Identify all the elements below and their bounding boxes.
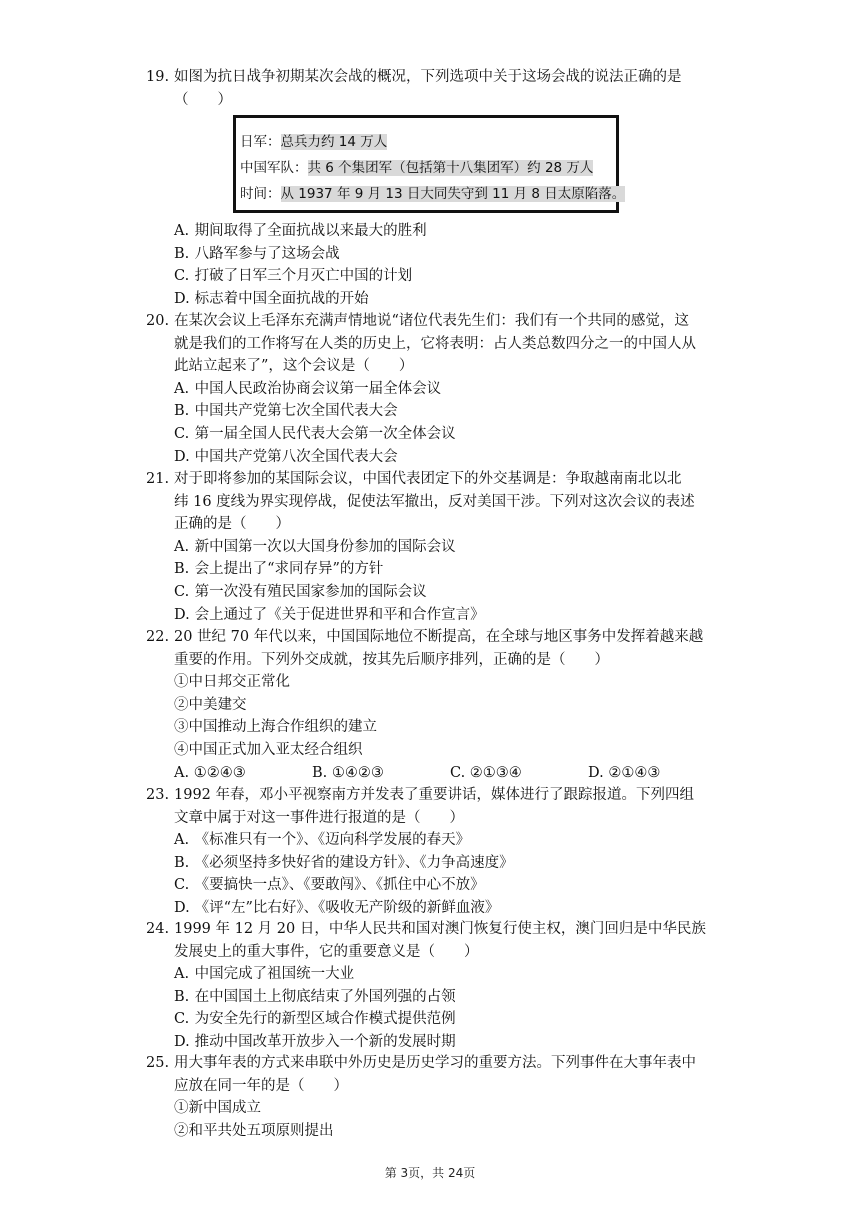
question-number: 19. (146, 69, 170, 85)
question-number: 21. (146, 471, 170, 487)
battle-info-figure (233, 115, 626, 213)
option-a: A. 中国完成了祖国统一大业 (174, 966, 355, 983)
figure-text: 共 6 个集团军（包括第十八集团军）约 28 万人 (307, 160, 594, 176)
question-number: 22. (146, 629, 170, 645)
option-d: D. 会上通过了《关于促进世界和平和合作宣言》 (174, 606, 485, 623)
option-c: C. 《要搞快一点》、《要敢闯》、《抓住中心不放》 (174, 877, 485, 894)
question-text: 1999 年 12 月 20 日，中华人民共和国对澳门恢复行使主权，澳门回归是中华民族 (174, 921, 706, 937)
option-b: B. 《必须坚持多快好省的建设方针》、《力争高速度》 (174, 854, 514, 871)
question-number: 20. (146, 313, 170, 329)
option-d: D. 《评“左”比右好》、《吸收无产阶级的新鲜血液》 (174, 899, 500, 916)
option-b: B. 中国共产党第七次全国代表大会 (174, 403, 398, 420)
figure-line (240, 156, 593, 176)
statement-item: ①新中国成立 (174, 1100, 261, 1117)
statement-item: ③中国推动上海合作组织的建立 (174, 719, 377, 736)
page-footer: 第 3页，共 24页 (384, 1166, 476, 1180)
statement-item: ①中日邦交正常化 (174, 674, 290, 691)
figure-text: 总兵力约 14 万人 (280, 134, 388, 150)
question-23 (146, 784, 726, 920)
question-19 (146, 66, 726, 111)
question-number: 24. (146, 921, 170, 937)
option-b: B. 会上提出了“求同存异”的方针 (174, 561, 384, 578)
question-text: 在某次会议上毛泽东充满声情地说“诸位代表先生们：我们有一个共同的感觉，这 (174, 313, 689, 329)
option-b: B. 在中国国土上彻底结束了外国列强的占领 (174, 988, 456, 1005)
option-d: D. 中国共产党第八次全国代表大会 (174, 448, 398, 465)
option-c: C. 为安全先行的新型区域合作模式提供范例 (174, 1011, 456, 1028)
option-a: A. ①②④③ (174, 764, 246, 781)
figure-label: 时间： (240, 186, 281, 202)
option-a: A. 《标准只有一个》、《迈向科学发展的春天》 (174, 832, 471, 849)
question-22 (146, 626, 726, 784)
options-row (174, 762, 726, 785)
question-text: 重要的作用。下列外交成就，按其先后顺序排列，正确的是（ ） (174, 651, 609, 668)
question-number: 25. (146, 1055, 170, 1071)
statement-item: ④中国正式加入亚太经合组织 (174, 741, 363, 758)
figure-label: 中国军队： (240, 160, 308, 176)
question-text: 如图为抗日战争初期某次会战的概况，下列选项中关于这场会战的说法正确的是 (174, 69, 682, 85)
option-d: D. 推动中国改革开放步入一个新的发展时期 (174, 1033, 456, 1050)
question-text: 应放在同一年的是（ ） (174, 1077, 348, 1094)
question-text: 正确的是（ ） (174, 516, 290, 533)
question-text: 此站立起来了”，这个会议是（ ） (174, 358, 414, 375)
option-d: D. ②①④③ (588, 764, 661, 781)
question-text: 就是我们的工作将写在人类的历史上，它将表明：占人类总数四分之一的中国人从 (174, 335, 696, 352)
option-c: C. 打破了日军三个月灭亡中国的计划 (174, 268, 413, 285)
option-b: B. ①④②③ (312, 764, 384, 781)
option-c: C. ②①③④ (450, 764, 522, 781)
option-a: A. 新中国第一次以大国身份参加的国际会议 (174, 538, 456, 555)
question-text: 文章中属于对这一事件进行报道的是（ ） (174, 809, 464, 826)
figure-text: 从 1937 年 9 月 13 日大同失守到 11 月 8 日太原陷落。 (280, 186, 626, 202)
option-d: D. 标志着中国全面抗战的开始 (174, 290, 369, 307)
figure-line (240, 130, 387, 150)
question-text: 用大事年表的方式来串联中外历史是历史学习的重要方法。下列事件在大事年表中 (174, 1055, 696, 1071)
statement-item: ②中美建交 (174, 696, 247, 713)
option-c: C. 第一届全国人民代表大会第一次全体会议 (174, 425, 456, 442)
statement-item: ②和平共处五项原则提出 (174, 1122, 334, 1139)
question-text: 对于即将参加的某国际会议，中国代表团定下的外交基调是：争取越南南北以北 (174, 471, 682, 487)
question-25 (146, 1052, 726, 1142)
figure-label: 日军： (240, 134, 281, 150)
option-a: A. 期间取得了全面抗战以来最大的胜利 (174, 223, 427, 239)
option-b: B. 八路军参与了这场会战 (174, 245, 340, 262)
figure-line (240, 182, 625, 202)
question-20 (146, 310, 726, 468)
question-text: 纬 16 度线为界实现停战，促使法军撤出，反对美国干涉。下列对这次会议的表述 (174, 493, 695, 510)
question-21 (146, 468, 726, 626)
question-text: （ ） (174, 91, 232, 108)
question-text: 20 世纪 70 年代以来，中国国际地位不断提高，在全球与地区事务中发挥着越来越 (174, 629, 704, 645)
question-19-options (146, 220, 726, 310)
option-c: C. 第一次没有殖民国家参加的国际会议 (174, 583, 427, 600)
question-number: 23. (146, 787, 170, 803)
option-a: A. 中国人民政治协商会议第一届全体会议 (174, 380, 442, 397)
question-24 (146, 918, 726, 1054)
question-text: 发展史上的重大事件，它的重要意义是（ ） (174, 943, 479, 960)
question-text: 1992 年春，邓小平视察南方并发表了重要讲话，媒体进行了跟踪报道。下列四组 (174, 787, 695, 803)
